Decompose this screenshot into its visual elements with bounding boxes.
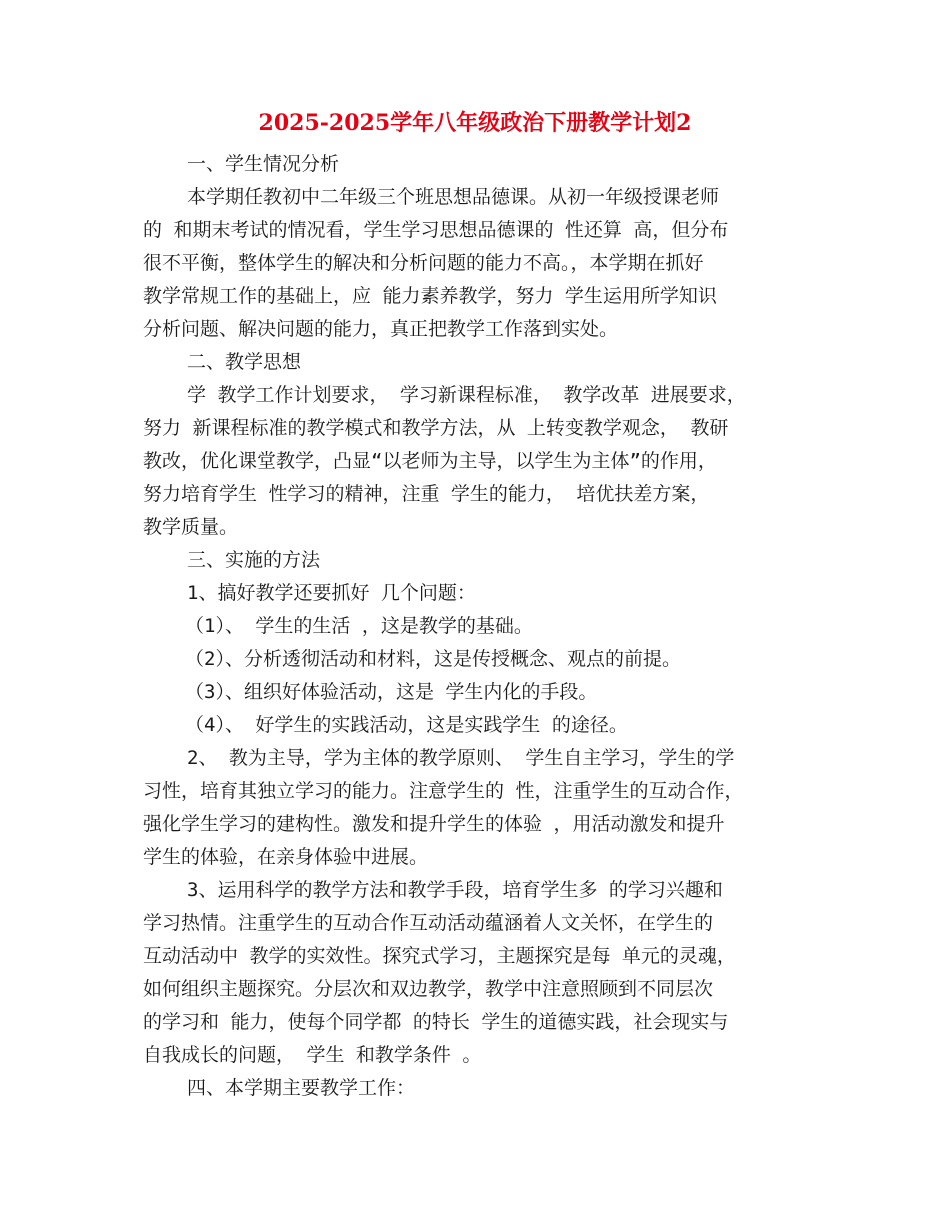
section-heading-4: 四、本学期主要教学工作： [187,1077,416,1099]
paragraph-line: 3、运用科学的教学方法和教学手段，培育学生多 的学习兴趣和 [187,879,723,901]
list-item: （2）、分析透彻活动和材料，这是传授概念、观点的前提。 [185,648,681,670]
paragraph-line: 的学习和 能力，使每个同学都 的特长 学生的道德实践，社会现实与 [143,1011,729,1033]
paragraph-line: 互动活动中 教学的实效性。探究式学习，主题探究是每 单元的灵魂， [143,945,736,967]
list-item: （3）、组织好体验活动，这是 学生内化的手段。 [185,681,598,703]
paragraph-line: 学习热情。注重学生的互动合作互动活动蕴涵着人文关怀，在学生的 [143,912,714,934]
list-item: （4）、 好学生的实践活动，这是实践学生 的途径。 [185,714,628,736]
document-title: 2025-2025学年八年级政治下册教学计划2 [258,110,692,136]
paragraph-line: 的 和期末考试的情况看，学生学习思想品德课的 性还算 高，但分布 [143,219,729,241]
paragraph-line: 努力 新课程标准的教学模式和教学方法，从 上转变教学观念， 教研 [143,417,729,439]
paragraph-line: 很不平衡，整体学生的解决和分析问题的能力不高。，本学期在抓好 [143,252,704,274]
section-heading-2: 二、教学思想 [187,351,302,373]
paragraph-line: 教改，优化课堂教学，凸显“以老师为主导，以学生为主体”的作用， [143,450,717,472]
section-heading-1: 一、学生情况分析 [187,153,340,175]
paragraph-line: 教学常规工作的基础上，应 能力素养教学，努力 学生运用所学知识 [143,285,717,307]
paragraph-line: 如何组织主题探究。分层次和双边教学，教学中注意照顾到不同层次 [143,978,714,1000]
paragraph-line: 习性，培育其独立学习的能力。注意学生的 性，注重学生的互动合作， [143,780,744,802]
paragraph-line: 强化学生学习的建构性。激发和提升学生的体验 ，用活动激发和提升 [143,813,725,835]
paragraph-line: 学 教学工作计划要求， 学习新课程标准， 教学改革 进展要求， [187,384,746,406]
paragraph-line: 学生的体验，在亲身体验中进展。 [143,846,429,868]
paragraph-line: 本学期任教初中二年级三个班思想品德课。从初一年级授课老师 [187,186,720,208]
paragraph-line: 自我成长的问题， 学生 和教学条件 。 [143,1044,482,1066]
paragraph-line: 努力培育学生 性学习的精神，注重 学生的能力， 培优扶差方案， [143,483,710,505]
list-item: 1、搞好教学还要抓好 几个问题： [187,582,476,604]
list-item: （1）、 学生的生活 ，这是教学的基础。 [185,615,533,637]
paragraph-line: 分析问题、解决问题的能力，真正把教学工作落到实处。 [143,318,619,340]
section-heading-3: 三、实施的方法 [187,549,321,571]
paragraph-line: 2、 教为主导，学为主体的教学原则、 学生自主学习，学生的学 [187,747,735,769]
paragraph-line: 教学质量。 [143,516,239,538]
